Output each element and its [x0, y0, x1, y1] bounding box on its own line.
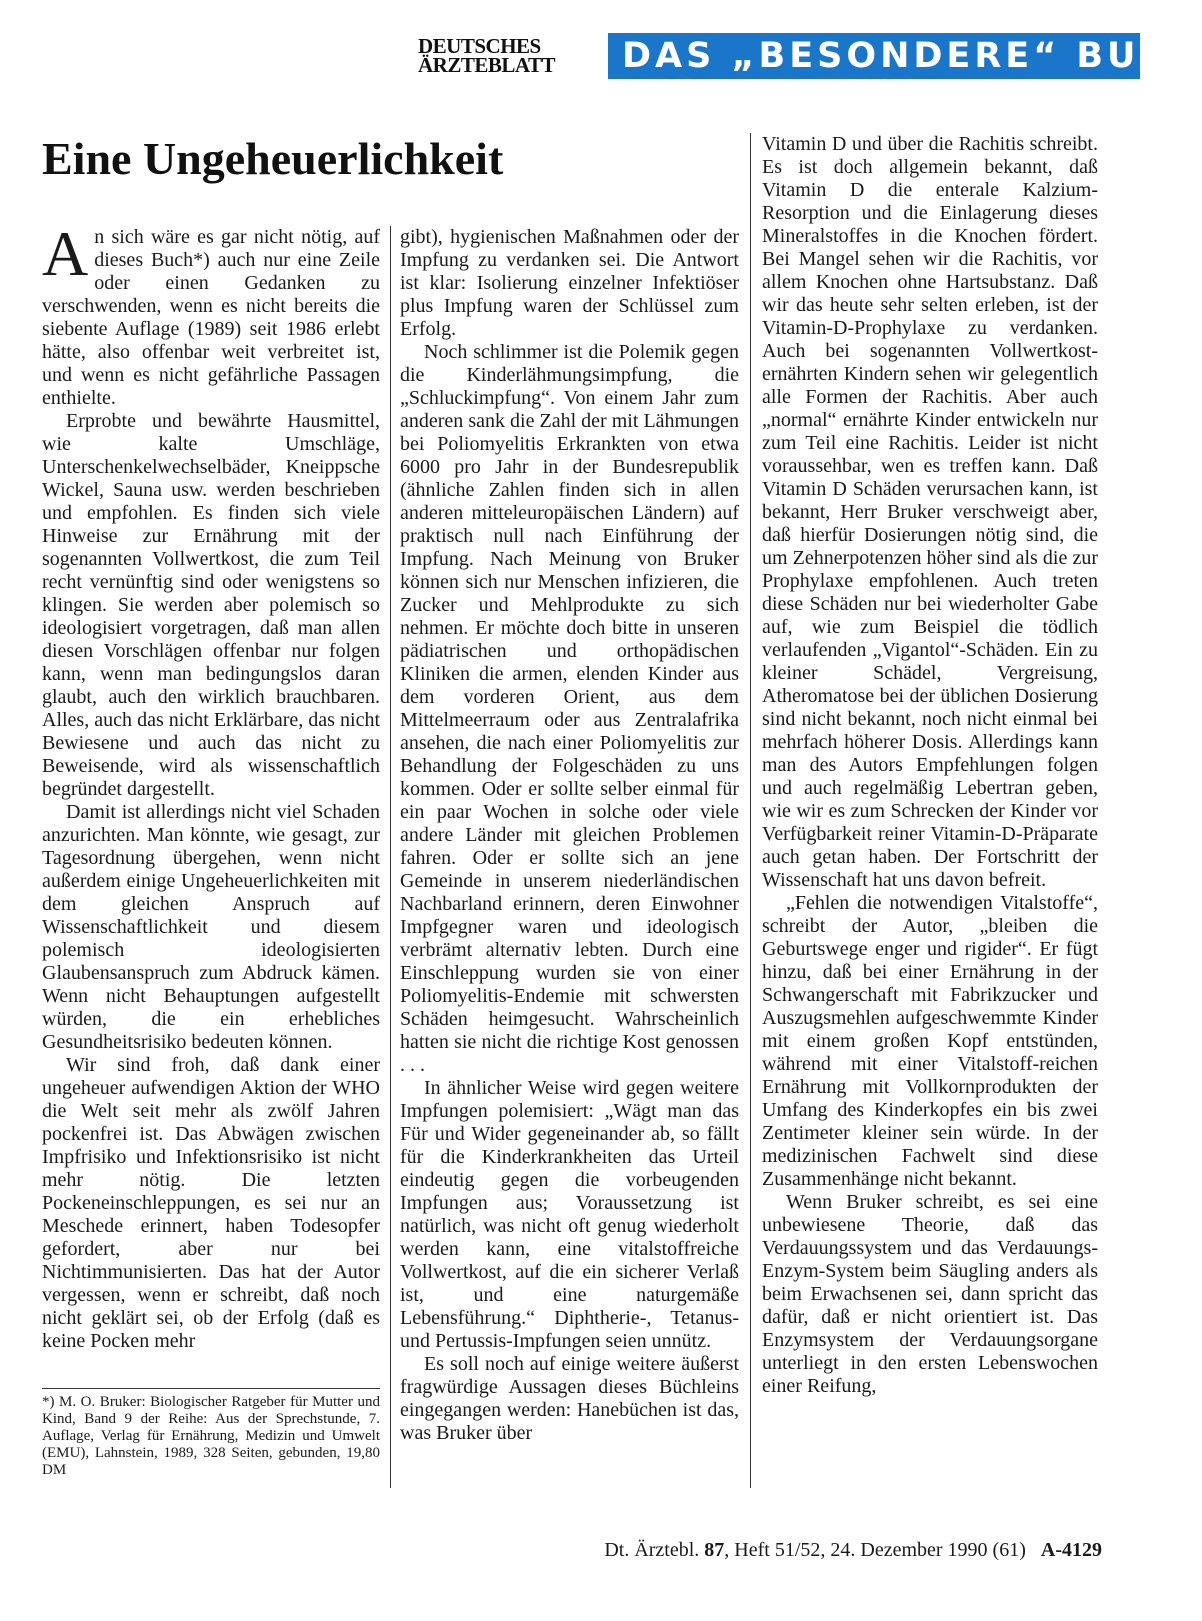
column-2: [400, 226, 739, 1488]
paragraph-text: n sich wäre es gar nicht nötig, auf dieses Buch*) auch nur eine Zeile oder einen Gedanken zu verschwenden, wenn es nicht bereits die siebente Auflage (1989) seit 1986 erlebt hätte, also offenbar weit verbreitet ist, und wenn es nicht gefährliche Passagen enthielte.: [42, 226, 380, 409]
paragraph: Wenn Bruker schreibt, es sei eine unbewiesene Theorie, daß das Verdauungssystem und das Verdauungs-Enzym-System beim Säugling anders als beim Erwachsenen sei, dann spricht das dafür, daß er nicht orientiert ist. Das Enzymsystem der Verdauungsorgane unterliegt in den ersten Lebenswochen einer Reifung,: [762, 1191, 1098, 1397]
paragraph: Es soll noch auf einige weitere äußerst fragwürdige Aussagen dieses Büchleins eingegangen werden: Hanebüchen ist das, was Bruker über: [400, 1353, 739, 1444]
footer-volume: 87: [704, 1539, 725, 1561]
footer-journal: Dt. Ärztebl.: [604, 1539, 700, 1561]
footnote-divider: [42, 1388, 380, 1389]
journal-logo: [418, 34, 600, 77]
paragraph: Erprobte und bewährte Hausmittel, wie kalte Umschläge, Unterschenkelwechselbäder, Kneippsche Wickel, Sauna usw. werden beschrieben und empfohlen. Es finden sich viele Hinweise zur Ernährung mit der sogenannten Vollwertkost, die zum Teil recht vernünftig sind oder wenigstens so klingen. Sie werden aber polemisch so ideologisiert vorgetragen, daß man allen diesen Vorschlägen offenbar nur folgen kann, wenn man bedingungslos daran glaubt, auch den wirklich brauchbaren. Alles, auch das nicht Erklärbare, das nicht Bewiesene und auch das nicht zu Beweisende, wird als wissenschaftlich begründet dargestellt.: [42, 410, 380, 800]
paragraph: [42, 218, 380, 410]
paragraph: Noch schlimmer ist die Polemik gegen die Kinderlähmungsimpfung, die „Schluckimpfung“. Von einem Jahr zum anderen sank die Zahl der mit Lähmungen bei Poliomyelitis Erkrankten von etwa 6000 pro Jahr in der Bundesrepublik (ähnliche Zahlen finden sich in allen anderen mitteleuropäischen Ländern) auf praktisch null nach Einführung der Impfung. Nach Meinung von Bruker können sich nur Menschen infizieren, die Zucker und Mehlprodukte zu sich nehmen. Er möchte doch bitte in unseren pädiatrischen und orthopädischen Kliniken die armen, elenden Kinder aus dem vorderen Orient, aus dem Mittelmeerraum oder aus Zentralafrika ansehen, die nach einer Poliomyelitis zur Behandlung der Folgeschäden zu uns kommen. Oder er sollte selber einmal für ein paar Wochen in solche oder viele andere Länder mit gleichen Problemen fahren. Oder er sollte sich an jene Gemeinde in unserem niederländischen Nachbarland erinnern, deren Einwohner Impfgegner waren und ideologisch verbrämt alternativ lebten. Durch eine Einschleppung wurden sie von einer Poliomyelitis-Endemie mit schwersten Schäden heimgesucht. Wahrscheinlich hatten sie nicht die richtige Kost genossen . . .: [400, 341, 739, 1076]
page-footer: [604, 1538, 1102, 1562]
paragraph: Vitamin D und über die Rachitis schreibt. Es ist doch allgemein bekannt, daß Vitamin D die enterale Kalzium-Resorption und die Einlagerung dieses Mineralstoffes in die Knochen fördert. Bei Mangel sehen wir die Rachitis, vor allem Knochen ohne Hartsubstanz. Daß wir das heute sehr selten erleben, ist der Vitamin-D-Prophylaxe zu verdanken. Auch bei sogenannten Vollwertkost-ernährten Kindern sehen wir gelegentlich alle Formen der Rachitis. Aber auch „normal“ ernährte Kinder entwickeln nur zum Teil eine Rachitis. Leider ist nicht voraussehbar, wen es treffen kann. Daß Vitamin D Schäden verursachen kann, ist bekannt, Herr Bruker verschweigt aber, daß hierfür Dosierungen nötig sind, die um Zehnerpotenzen höher sind als die zur Prophylaxe empfohlenen. Auch treten diese Schäden nur bei wiederholter Gabe auf, wie zum Beispiel die tödlich verlaufenden „Vigantol“-Schäden. Ein zu kleiner Schädel, Vergreisung, Atheromatose bei der üblichen Dosierung sind nicht bekannt, noch nicht einmal bei mehrfach höherer Dosis. Allerdings kann man des Autors Empfehlungen folgen und auch regelmäßig Lebertran geben, wie wir es zum Schrecken der Kinder vor Verfügbarkeit reiner Vitamin-D-Präparate auch getan haben. Der Fortschritt der Wissenschaft hat uns davon befreit.: [762, 133, 1098, 891]
paragraph: gibt), hygienischen Maßnahmen oder der Impfung zu verdanken sei. Die Antwort ist klar: Isolierung einzelner Infektiöser plus Impfung waren der Schlüssel zum Erfolg.: [400, 226, 739, 340]
column-3: [762, 133, 1098, 1489]
footer-page-number: A-4129: [1040, 1539, 1102, 1561]
section-banner: DAS „BESONDERE“ BUCH: [608, 33, 1140, 79]
paragraph: In ähnlicher Weise wird gegen weitere Impfungen polemisiert: „Wägt man das Für und Wider gegeneinander ab, so fällt für die Kinderkrankheiten das Urteil eindeutig gegen die vorbeugenden Impfungen aus; Voraussetzung ist natürlich, was nicht oft genug wiederholt werden kann, eine vitalstoffreiche Vollwertkost, auf die ein sicherer Verlaß ist, und eine naturgemäße Lebensführung.“ Diphtherie-, Tetanus- und Pertussis-Impfungen seien unnütz.: [400, 1077, 739, 1352]
footer-issue: , Heft 51/52, 24. Dezember 1990 (61): [724, 1539, 1026, 1561]
masthead: [418, 33, 1202, 79]
column-divider: [390, 226, 391, 1488]
column-divider: [750, 133, 751, 1488]
article-title: Eine Ungeheuerlichkeit: [42, 133, 504, 184]
logo-line-2: ÄRZTEBLATT: [418, 53, 555, 77]
paragraph: Wir sind froh, daß dank einer ungeheuer aufwendigen Aktion der WHO die Welt seit mehr als zwölf Jahren pockenfrei ist. Das Abwägen zwischen Impfrisiko und Infektionsrisiko ist nicht mehr nötig. Die letzten Pockeneinschleppungen, es sei nur an Meschede erinnert, haben Todesopfer gefordert, aber nur bei Nichtimmunisierten. Das hat der Autor vergessen, wenn er schreibt, daß noch nicht geklärt sei, ob der Erfolg (daß es keine Pocken mehr: [42, 1054, 380, 1352]
column-1: [42, 218, 380, 1371]
paragraph: Damit ist allerdings nicht viel Schaden anzurichten. Man könnte, wie gesagt, zur Tagesordnung übergehen, wenn nicht außerdem einige Ungeheuerlichkeiten mit dem gleichen Anspruch auf Wissenschaftlichkeit und diesem polemisch ideologisierten Glaubensanspruch zum Abdruck kämen. Wenn nicht Behauptungen aufgestellt würden, die ein erhebliches Gesundheitsrisiko bedeuten können.: [42, 801, 380, 1053]
logo-line-1: DEUTSCHES: [418, 34, 541, 58]
paragraph: „Fehlen die notwendigen Vitalstoffe“, schreibt der Autor, „bleiben die Geburtswege enger und rigider“. Er fügt hinzu, daß bei einer Ernährung in der Schwangerschaft mit Fabrikzucker und Auszugsmehlen aufgeschwemmte Kinder mit einem großen Kopf entstünden, während mit einer Vitalstoff-reichen Ernährung mit Vollkornprodukten der Umfang des Kinderkopfes ein bis zwei Zentimeter kleiner sein würde. In der medizinischen Fachwelt sind diese Zusammenhänge nicht bekannt.: [762, 892, 1098, 1190]
drop-cap: A: [42, 218, 89, 289]
footnote: *) M. O. Bruker: Biologischer Ratgeber für Mutter und Kind, Band 9 der Reihe: Aus der Sprechstunde, 7. Auflage, Verlag für Ernährung, Medizin und Umwelt (EMU), Lahnstein, 1989, 328 Seiten, gebunden, 19,80 DM: [42, 1394, 380, 1478]
